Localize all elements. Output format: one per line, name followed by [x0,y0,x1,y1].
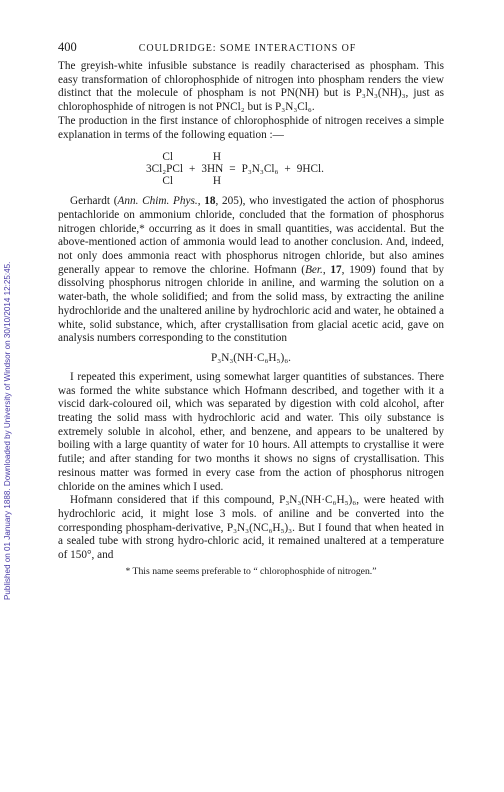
paragraph-phospham: The greyish-white infusible substance is readily characterised as phospham. This easy transformation of chlorophosphide of nitrogen into phospham renders the view distinct that the molecule of phospham is not PN(NH) but is P₃N₃(NH)₃, just as chlorophosphide of nitrogen is not PNCl₂ but is P₃N₃Cl₆. [58,60,444,114]
equation-mid: 3HN [201,163,224,176]
page-number: 400 [58,40,77,54]
equation-lhs-text: 3Cl₂PCl [145,163,183,176]
constitution-formula: P₃N₃(NH·C₆H₅)₆. [211,351,291,364]
paragraph-equation-intro: The production in the first instance of chlorophosphide of nitrogen receives a simple explanation in terms of the following equation :— [58,114,444,141]
footnote: * This name seems preferable to “ chlorophosphide of nitrogen.” [125,565,377,577]
equation-equals: = [229,163,236,176]
page-header [58,40,444,60]
equation-tail: 9HCl. [296,163,324,176]
equation-h-bottom: H [212,175,221,188]
equation-plus-1: + [189,163,196,176]
equation-h-top: H [212,151,221,164]
paragraph-repeat-experiment: I repeated this experiment, using somewhat larger quantities of substances. There was formed the white substance which Hofmann described, and together with it a viscid dark-coloured oil, which was separated by digestion with cold alcohol, after treating the solid mass with hydrochloric acid and water. This oily substance is extremely soluble in alcohol, ether, and benzene, and appears to be unaltered by boiling with a large quantity of water for 10 hours. All attempts to crystallise it were futile; and after standing for two months it shows no signs of crystallisation. This resinous matter was formed in every case from the action of phosphorus nitrogen chloride on the amines which I used. [58,370,444,493]
chemical-equation [58,151,444,187]
equation-cl-bottom: Cl [162,175,173,188]
page-content [58,40,444,577]
paragraph-hofmann: Hofmann considered that if this compound, P₃N₃(NH·C₆H₅)₆, were heated with hydrochloric acid, it might lose 3 mols. of aniline and be converted into the corresponding phospham-derivative, P₃N₃(NC₆H₅)₃. But I found that when heated in a sealed tube with strong hydro-chloric acid, it remained unaltered at a temperature of 150°, and [58,494,444,562]
download-watermark-text: Published on 01 January 1888. Downloaded by University of Windsor on 30/10/2014 12:25:45. [3,261,12,600]
equation-plus-2: + [284,163,291,176]
running-title: COULDRIDGE: SOME INTERACTIONS OF [138,43,357,54]
paragraph-gerhardt: Gerhardt (Ann. Chim. Phys., 18, 205), who investigated the action of phosphorus pentachloride on ammonium chloride, concluded that the formation of phosphorus nitrogen chloride,* occurring as it does in small quantities, was accidental. But the above-mentioned action of ammonia would lead to another conclusion. And, indeed, not only does ammonia react with phosphorus nitrogen chloride, but also amines generally appear to remove the chlorine. Hofmann (Ber., 17, 1909) found that by dissolving phosphorus nitrogen chloride in aniline, and warming the solution on a water-bath, the whole solidified; and from the solid mass, by extracting the aniline hydrochloride and the unaltered aniline by hydrochloric acid and water, he obtained a white, solid substance, which, after crystallisation from glacial acetic acid, gave on analysis numbers corresponding to the constitution [58,195,445,345]
equation-lhs [58,163,183,175]
download-watermark [3,40,17,600]
equation-rhs: P₃N₃Cl₆ [241,163,279,176]
equation-cl-top: Cl [162,151,173,164]
